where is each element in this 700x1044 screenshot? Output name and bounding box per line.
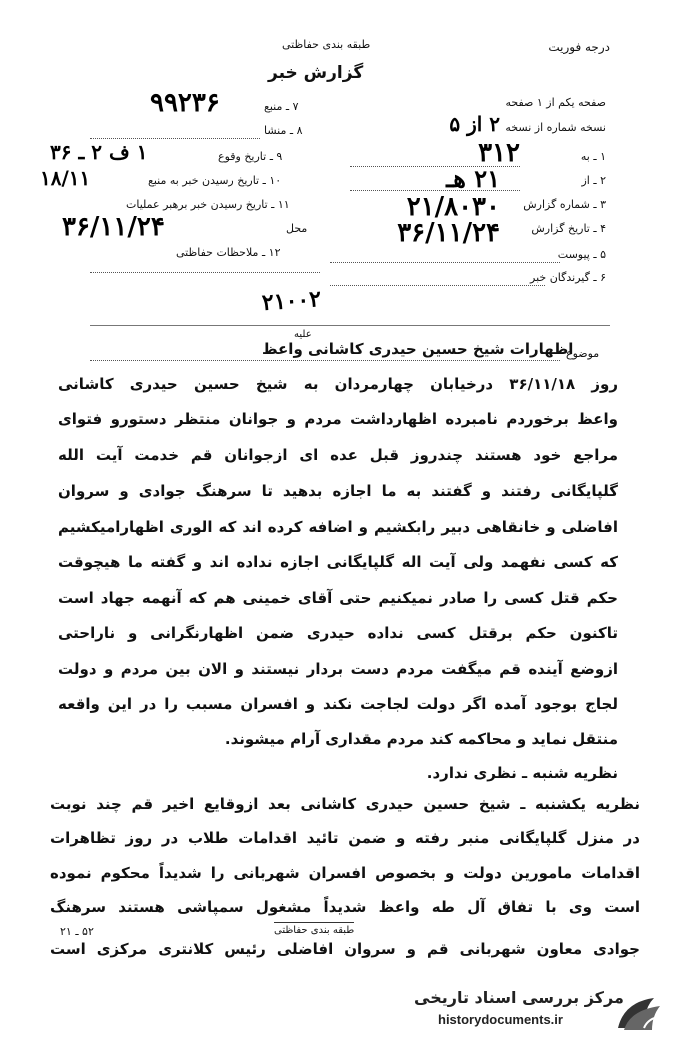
field-origin-line [90, 138, 260, 139]
field-source-value: ۹۹۲۳۶ [150, 88, 220, 118]
field-recipients-line [330, 285, 545, 286]
field-from: ۲ ـ از [581, 174, 606, 187]
body-line-4: گلپایگانی رفتند و گفتند به ما اجازه بدهید تا سرهنگ جوادی و سروان [58, 482, 618, 500]
field-report-number-value: ۲۱/۸۰۳۰ [406, 192, 500, 222]
archive-logo-icon [614, 994, 666, 1034]
classification-top: طبقه بندی حفاظتی [282, 38, 371, 51]
body-line-7: حکم قتل کسی را صادر نمیکنیم حتی آقای خمینی هم که آنهمه جهاد است [58, 589, 618, 607]
field-origin: ۸ ـ منشا [264, 124, 303, 137]
field-location: محل [286, 222, 308, 235]
footer-line-3: اقدامات مامورین دولت و بخصوص افسران شهربانی را شدیداً محکوم نموده [50, 864, 640, 882]
page-label: صفحه یکم از ۱ صفحه [505, 96, 606, 109]
subject-label: موضوع [566, 347, 600, 360]
field-received-by-source: ۱۰ ـ تاریخ رسیدن خبر به منبع [148, 174, 282, 187]
field-recipients: ۶ ـ گیرندگان خبر [530, 271, 606, 284]
field-source: ۷ ـ منبع [264, 100, 299, 113]
field-occurrence-date: ۹ ـ تاریخ وقوع [218, 150, 283, 163]
field-attachment-line [330, 262, 560, 263]
field-security-notes-line [90, 272, 320, 273]
field-report-number: ۳ ـ شماره گزارش [523, 198, 606, 211]
field-report-date: ۴ ـ تاریخ گزارش [531, 222, 606, 235]
body-line-10: لجاج بوجود آمده اگر دولت لجاجت نکند و افسران مسبب را در این واقعه [58, 695, 618, 713]
handwritten-number: ۲۱۰۰۲ [261, 285, 322, 317]
body-line-5: افاضلی و خانقاهی دبیر رابکشیم و اضافه کرده اند که الوری اظهارامیکشیم [58, 518, 618, 536]
copy-handwritten: ۲ از ۵ [449, 112, 500, 136]
body-line-9: ازوضع آینده قم میگفت مردم دست بردار نیستند و الان بین مردم و دولت [58, 660, 618, 678]
body-line-8: تاکنون حکم برقتل کسی نداده حیدری ضمن اظهارنگرانی و ناراحتی [58, 624, 618, 642]
stamp-code: ۵۲ ـ ۲۱ [60, 925, 94, 938]
watermark-title: مرکز بررسی اسناد تاریخی [414, 988, 624, 1007]
footer-line-1: نظریه یکشنبه ـ شیخ حسین حیدری کاشانی بعد ازوقایع اخیر قم چند نوبت [50, 795, 640, 813]
field-to: ۱ ـ به [580, 150, 606, 163]
field-security-notes: ۱۲ ـ ملاحظات حفاظتی [176, 246, 281, 259]
urgency-label: درجه فوریت [548, 40, 610, 54]
footer-line-2: در منزل گلپایگانی منبر رفته و ضمن تائید اقدامات طلاب در روز تظاهرات [50, 829, 640, 847]
body-line-1: روز ۳۶/۱۱/۱۸ درخیابان چهارمردان به شیخ حسین حیدری کاشانی [58, 375, 618, 393]
body-line-2: واعظ برخوردم نامبرده اظهارداشت مردم و جوانان منتظر دستورو فتوای [58, 410, 618, 428]
field-report-date-value: ۳۶/۱۱/۲۴ [397, 218, 500, 248]
body-line-6: که کسی نفهمد ولی آیت اله گلپایگانی اجازه نداده اند و گفته ما هیچوقت [58, 553, 618, 571]
subject-text: اظهارات شیخ حسین حیدری کاشانی واعظ [262, 340, 574, 358]
field-from-value: ۲۱ هـ [446, 164, 500, 193]
field-to-value: ۳۱۲ [478, 138, 520, 168]
field-received-by-ops: ۱۱ ـ تاریخ رسیدن خبر برهبر عملیات [126, 198, 290, 211]
watermark-url: historydocuments.ir [438, 1012, 563, 1027]
body-line-3: مراجع خود هستند چندروز قبل عده ای ازجوانان قم خدمت آیت الله [58, 446, 618, 464]
field-attachment: ۵ ـ پیوست [557, 248, 606, 261]
body-line-11: منتقل نماید و محاکمه کند مردم مقداری آرام میشوند. [224, 730, 618, 748]
body-line-12: نظریه شنبه ـ نظری ندارد. [426, 764, 618, 782]
field-from-line [350, 190, 520, 191]
footer-line-4: است وی با تفاق آل طه واعظ شدیداً مشغول سمپاشی هستند سرهنگ [50, 898, 640, 916]
header-divider [90, 325, 610, 326]
field-occurrence-date-value: ۱ ف ۲ ـ ۳۶ [50, 140, 148, 164]
subject-annotation: علیه [294, 329, 312, 340]
footer-line-5: جوادی معاون شهربانی قم و سروان افاضلی رئیس کلانتری مرکزی است [50, 940, 640, 958]
classification-bottom: طبقه بندی حفاظتی [274, 922, 354, 938]
subject-line [90, 360, 560, 361]
form-title: گزارش خبر [268, 63, 364, 83]
field-location-value: ۳۶/۱۱/۲۴ [62, 212, 165, 242]
copy-label: نسخه شماره از نسخه [505, 121, 606, 134]
field-received-by-source-value: ۱۸/۱۱ [40, 166, 91, 190]
